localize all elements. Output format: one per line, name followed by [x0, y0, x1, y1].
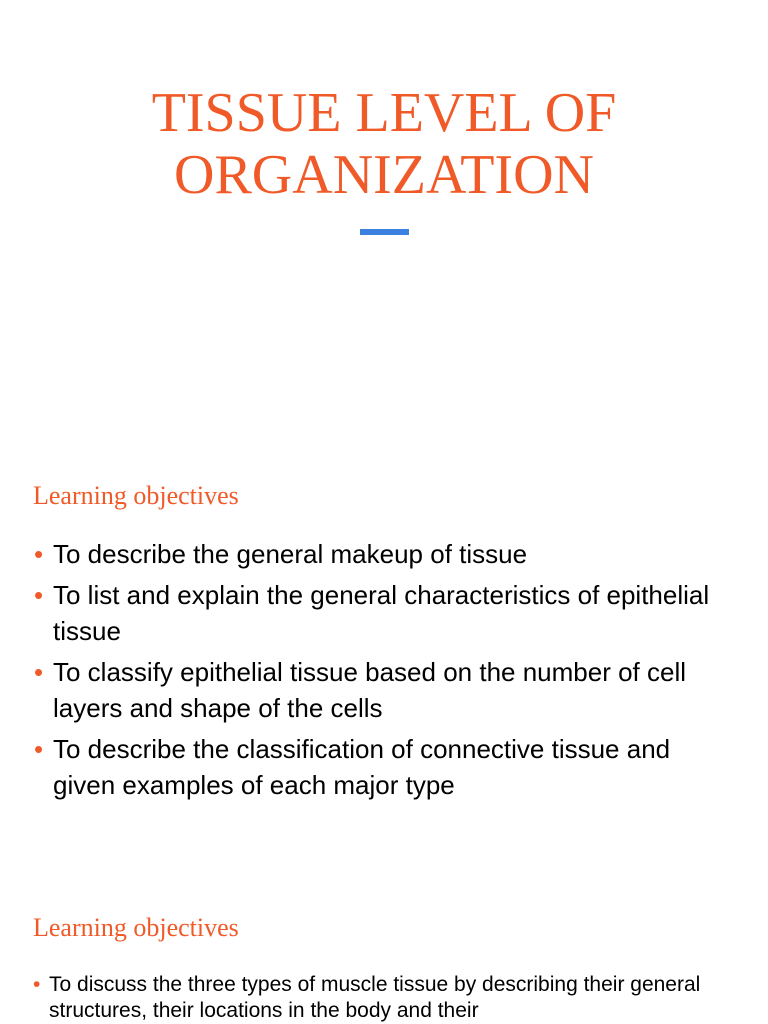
- list-item-text: To describe the general makeup of tissue: [53, 539, 528, 569]
- list-item: [30, 536, 730, 572]
- title-line-2: ORGANIZATION: [174, 144, 594, 206]
- section-heading: Learning objectives: [33, 913, 239, 942]
- title-accent-bar: [360, 229, 409, 235]
- bullet-icon: •: [34, 734, 44, 764]
- list-item-text: To describe the classification of connective tissue and given examples of each major type: [53, 734, 671, 800]
- bullet-icon: •: [34, 580, 44, 610]
- title-slide: [0, 0, 768, 260]
- list-item: [30, 731, 730, 803]
- list-item: [30, 654, 730, 726]
- list-item: [30, 577, 730, 649]
- list-item-text: To classify epithelial tissue based on the number of cell layers and shape of the cells: [53, 657, 687, 723]
- list-item: [30, 972, 730, 1024]
- list-item-text: To discuss the three types of muscle tissue by describing their general structures, their locations in the body and their: [49, 973, 701, 1022]
- section-heading: Learning objectives: [33, 481, 239, 510]
- bullet-icon: •: [34, 657, 44, 687]
- list-item-text: To list and explain the general characteristics of epithelial tissue: [53, 580, 710, 646]
- objectives-list: [30, 972, 730, 1024]
- objectives-list: [30, 536, 730, 808]
- bullet-icon: •: [34, 539, 44, 569]
- slide-title: [0, 82, 768, 206]
- title-line-1: TISSUE LEVEL OF: [151, 82, 617, 144]
- bullet-icon: •: [33, 973, 41, 996]
